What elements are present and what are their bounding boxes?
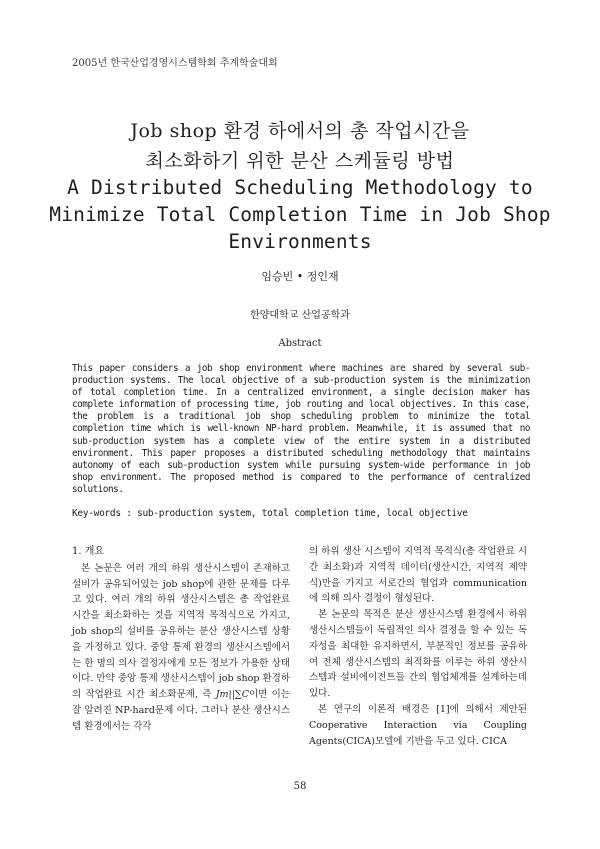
- page-number: 58: [293, 781, 307, 792]
- authors: 임승빈 • 정인재: [261, 270, 339, 283]
- intro-text-end: 이면 이는 잘 알려진 NP-hard문제 이다. 그러나 분산 생산시스템 환경에서는 각각: [72, 689, 290, 732]
- intro-text: 본 논문은 여러 개의 하위 생산시스템이 존재하고 설비가 공유되어있는 job shop에 관한 문제를 다루고 있다. 여러 개의 하위 생산시스템은 총 작업완료 시간을 최소화하는 것을 지역적 목적식으로 가지고, job shop의 설비를 공유하는 분산 생산시스템 상황을 가정하고 있다. 중앙 통제 환경의 생산시스템에서는 한 명의 의사 결정자에게 모든 정보가 가용한 상태이다. 만약 중앙 통제 생산시스템이 job shop 환경하의 작업완료 시간 최소화문제, 즉: [72, 562, 290, 701]
- left-column: [72, 544, 290, 735]
- title-english-line-2: Minimize Total Completion Time in Job Shop: [49, 203, 551, 226]
- title-english-line-3: Environments: [228, 230, 372, 253]
- keywords: Key-words : sub-production system, total completion time, local objective: [72, 508, 468, 519]
- title-korean-line-1: Job shop 환경 하에서의 총 작업시간을: [130, 120, 470, 142]
- conference-header: 2005년 한국산업경영시스템학회 추계학술대회: [72, 58, 278, 69]
- title-korean-line-2: 최소화하기 위한 분산 스케듈링 방법: [145, 150, 455, 172]
- formula: Jm||∑C: [215, 689, 249, 701]
- title-english-line-1: A Distributed Scheduling Methodology to: [67, 176, 533, 199]
- affiliation: 한양대학교 산업공학과: [250, 310, 350, 321]
- paragraph-background: 본 연구의 이론적 배경은 [1]에 의해서 제안된 Cooperative Interaction via Coupling Agents(CICA)모델에 기반을 두고 있다. CICA: [309, 703, 527, 747]
- section-heading: 1. 개요: [72, 546, 105, 557]
- paragraph-purpose: 본 논문의 목적은 분산 생산시스템 환경에서 하위 생산시스템들이 독립적인 의사 결정을 할 수 있는 독자성을 최대한 유지하면서, 부분적인 정보를 공유하여 전체 생산시스템의 최적화를 이루는 하위 생산시스템과 설비에이전트들 간의 협업체계를 설계하는데 있다.: [309, 609, 527, 700]
- right-column: [309, 544, 527, 749]
- abstract-heading: Abstract: [278, 338, 322, 349]
- intro-paragraph: [72, 561, 290, 735]
- abstract-body: This paper considers a job shop environment where machines are shared by several sub-production systems. The local objective of a sub-production system is the minimization of total completion time. In a centralized environment, a single decision maker has complete information of processing time, job routing and local objectives. In this case, the problem is a traditional job shop scheduling problem to minimize the total completion time which is well-known NP-hard problem. Meanwhile, it is assumed that no sub-production system has a complete view of the entire system in a distributed environment. This paper proposes a distributed scheduling methodology that maintains autonomy of each sub-production system while pursuing system-wide performance in job shop environment. The proposed method is compared to the performance of centralized solutions.: [72, 363, 530, 495]
- paragraph-continued: 의 하위 생산 시스템이 지역적 목적식(총 작업완료 시간 최소화)과 지역적 데이터(생산시간, 지역적 제약식)만을 가지고 서로간의 협업과 communication에 의해 의사 결정이 형성된다.: [309, 546, 527, 605]
